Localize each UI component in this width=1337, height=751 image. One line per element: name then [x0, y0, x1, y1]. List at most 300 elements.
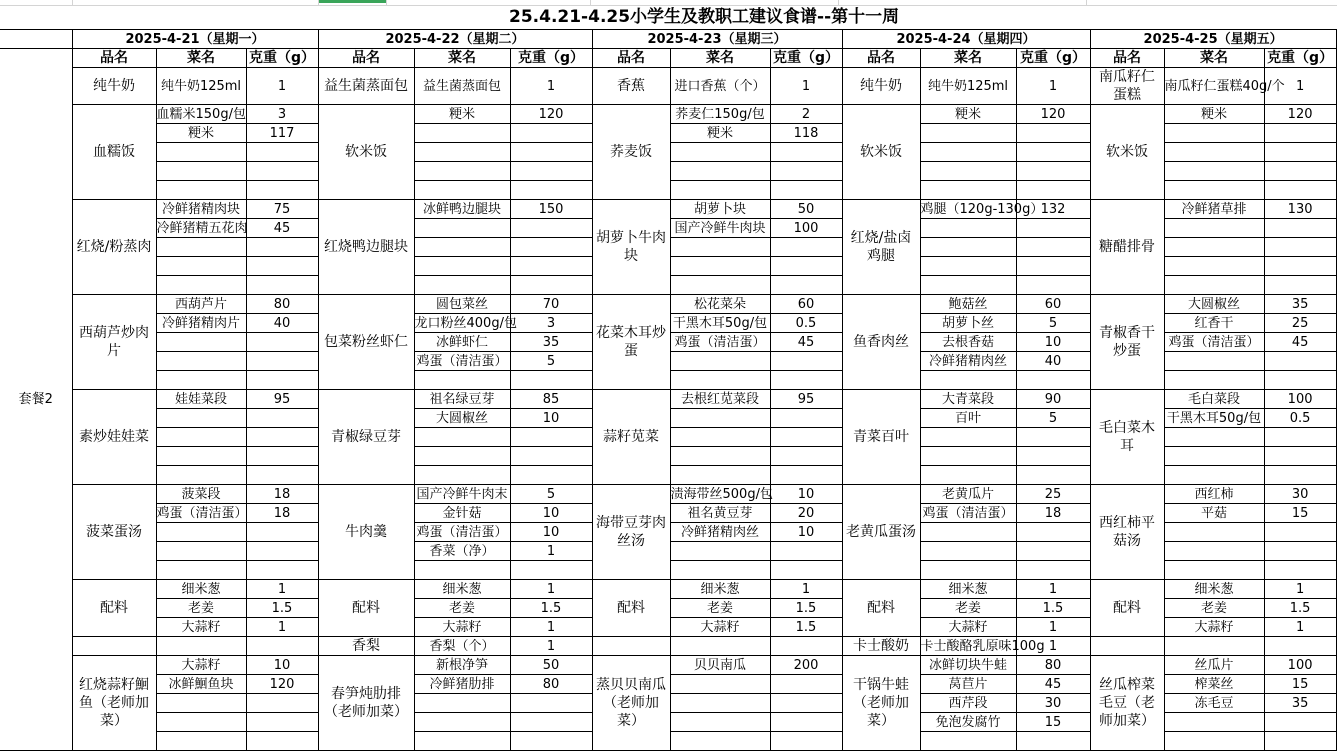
- ingredient-weight: 1: [1016, 618, 1090, 637]
- ingredient-weight: 30: [1016, 694, 1090, 713]
- empty-cell: [510, 428, 592, 447]
- ingredient-name: 贝贝南瓜: [670, 656, 770, 675]
- ingredient-weight: 60: [1016, 295, 1090, 314]
- ingredient-name: 冷鲜猪精肉丝: [670, 523, 770, 542]
- ingredient-weight: 25: [1264, 314, 1336, 333]
- day-header: 2025-4-22（星期二）: [318, 30, 592, 49]
- empty-cell: [246, 637, 318, 656]
- empty-cell: [770, 409, 842, 428]
- day-header: 2025-4-23（星期三）: [592, 30, 842, 49]
- empty-cell: [1016, 219, 1090, 238]
- ingredient-weight: 20: [770, 504, 842, 523]
- empty-cell: [670, 181, 770, 200]
- empty-cell: [1264, 352, 1336, 371]
- empty-cell: [414, 181, 510, 200]
- ingredient-name: 粳米: [1164, 105, 1264, 124]
- empty-cell: [770, 181, 842, 200]
- column-header: 克重（g）: [1016, 49, 1090, 68]
- ingredient-weight: 1.5: [770, 599, 842, 618]
- empty-cell: [1016, 143, 1090, 162]
- empty-cell: [156, 542, 246, 561]
- empty-cell: [920, 238, 1016, 257]
- empty-cell: [1016, 428, 1090, 447]
- empty-cell: [156, 732, 246, 751]
- dish-name: 卡士酸奶: [842, 637, 920, 656]
- empty-cell: [156, 371, 246, 390]
- empty-cell: [670, 542, 770, 561]
- ingredient-weight: 10: [1016, 333, 1090, 352]
- empty-cell: [770, 428, 842, 447]
- empty-cell: [1264, 219, 1336, 238]
- empty-cell: [414, 732, 510, 751]
- ingredient-weight: 3: [246, 105, 318, 124]
- empty-cell: [1016, 181, 1090, 200]
- dish-name: 香蕉: [592, 68, 670, 105]
- empty-cell: [920, 162, 1016, 181]
- ingredient-weight: 1: [770, 68, 842, 105]
- set-label-top: [0, 30, 72, 49]
- ingredient-weight: 15: [1264, 504, 1336, 523]
- ingredient-weight: 117: [246, 124, 318, 143]
- menu-table: [0, 5, 1337, 751]
- empty-cell: [1164, 143, 1264, 162]
- empty-cell: [246, 162, 318, 181]
- ingredient-weight: 35: [1264, 295, 1336, 314]
- empty-cell: [1016, 561, 1090, 580]
- empty-cell: [510, 124, 592, 143]
- ingredient-name: 红香干: [1164, 314, 1264, 333]
- ingredient-name: 祖名黄豆芽: [670, 504, 770, 523]
- ingredient-weight: 80: [510, 675, 592, 694]
- dish-name: 海带豆芽肉丝汤: [592, 485, 670, 580]
- empty-cell: [414, 238, 510, 257]
- ingredient-weight: 10: [510, 523, 592, 542]
- ingredient-name: 平菇: [1164, 504, 1264, 523]
- ingredient-weight: 30: [1264, 485, 1336, 504]
- ingredient-weight: 2: [770, 105, 842, 124]
- empty-cell: [1164, 181, 1264, 200]
- ingredient-weight: 5: [510, 352, 592, 371]
- dish-name: 红烧鸭边腿块: [318, 200, 414, 295]
- column-header: 品名: [842, 49, 920, 68]
- empty-cell: [1164, 276, 1264, 295]
- ingredient-weight: 40: [246, 314, 318, 333]
- empty-cell: [414, 162, 510, 181]
- column-header: 品名: [318, 49, 414, 68]
- ingredient-name: 龙口粉丝400g/包: [414, 315, 517, 331]
- dish-name: 蒸贝贝南瓜（老师加菜）: [592, 656, 670, 751]
- ingredient-weight: 10: [510, 504, 592, 523]
- empty-cell: [1264, 124, 1336, 143]
- day-header: 2025-4-24（星期四）: [842, 30, 1090, 49]
- column-header: 克重（g）: [1264, 49, 1336, 68]
- ingredient-name: 国产冷鲜牛肉块: [670, 219, 770, 238]
- empty-cell: [1264, 466, 1336, 485]
- ingredient-name: 香菜（净）: [414, 542, 510, 561]
- ingredient-weight: 120: [1264, 105, 1336, 124]
- ingredient-weight: 45: [1264, 333, 1336, 352]
- empty-cell: [1264, 732, 1336, 751]
- dish-name: 配料: [592, 580, 670, 637]
- ingredient-weight: 1: [1016, 68, 1090, 105]
- ingredient-name: 鲍菇丝: [920, 295, 1016, 314]
- dish-name: 丝瓜榨菜毛豆（老师加菜）: [1090, 656, 1164, 751]
- ingredient-name: 鸡蛋（清洁蛋）: [920, 504, 1016, 523]
- ingredient-name: 去根香菇: [920, 333, 1016, 352]
- dish-name: 春笋炖肋排（老师加菜）: [318, 656, 414, 751]
- empty-cell: [770, 675, 842, 694]
- empty-cell: [414, 447, 510, 466]
- ingredient-weight: 18: [246, 485, 318, 504]
- empty-cell: [920, 523, 1016, 542]
- empty-cell: [246, 732, 318, 751]
- ingredient-weight: 25: [1016, 485, 1090, 504]
- ingredient-weight: 1: [246, 618, 318, 637]
- ingredient-name: 免泡发腐竹: [920, 713, 1016, 732]
- empty-cell: [1264, 371, 1336, 390]
- dish-name: 青椒香干炒蛋: [1090, 295, 1164, 390]
- empty-cell: [156, 428, 246, 447]
- empty-cell: [510, 276, 592, 295]
- dish-name: 荞麦饭: [592, 105, 670, 200]
- empty-cell: [770, 713, 842, 732]
- empty-cell: [1016, 371, 1090, 390]
- empty-cell: [920, 219, 1016, 238]
- dish-name: 红烧蒜籽鮰鱼（老师加菜）: [72, 656, 156, 751]
- ingredient-name: 松花菜朵: [670, 295, 770, 314]
- ingredient-weight: 118: [770, 124, 842, 143]
- empty-cell: [246, 466, 318, 485]
- ingredient-name: 金针菇: [414, 504, 510, 523]
- ingredient-name: 大蒜籽: [920, 618, 1016, 637]
- empty-cell: [510, 238, 592, 257]
- ingredient-weight: 1.5: [1264, 599, 1336, 618]
- ingredient-name: 卡士酸酪乳原味100g: [920, 638, 1045, 654]
- empty-cell: [1264, 143, 1336, 162]
- empty-cell: [1264, 181, 1336, 200]
- empty-cell: [770, 162, 842, 181]
- empty-cell: [246, 143, 318, 162]
- ingredient-name: 大蒜籽: [156, 618, 246, 637]
- ingredient-name: 粳米: [414, 105, 510, 124]
- ingredient-weight: 15: [1016, 713, 1090, 732]
- ingredient-weight: 1: [1016, 580, 1090, 599]
- ingredient-weight: 1: [770, 580, 842, 599]
- ingredient-name: 干黑木耳50g/包: [1164, 409, 1264, 428]
- ingredient-name: 国产冷鲜牛肉末: [414, 485, 510, 504]
- ingredient-weight: 85: [510, 390, 592, 409]
- ingredient-name: 西芹段: [920, 694, 1016, 713]
- empty-cell: [1164, 713, 1264, 732]
- empty-cell: [510, 257, 592, 276]
- dish-name: [1090, 637, 1164, 656]
- dish-name: 牛肉羹: [318, 485, 414, 580]
- ingredient-name: 鸡蛋（清洁蛋）: [670, 333, 770, 352]
- dish-name: 西葫芦炒肉片: [72, 295, 156, 390]
- column-header: 菜名: [670, 49, 770, 68]
- ingredient-name: 进口香蕉（个）: [670, 68, 770, 105]
- ingredient-name: 新根净笋: [414, 656, 510, 675]
- ingredient-weight: 18: [1016, 504, 1090, 523]
- dish-name: 菠菜蛋汤: [72, 485, 156, 580]
- empty-cell: [920, 143, 1016, 162]
- ingredient-name: 冰鲜鸭边腿块: [414, 200, 510, 219]
- empty-cell: [246, 352, 318, 371]
- ingredient-name: 冷鲜猪肋排: [414, 675, 510, 694]
- empty-cell: [1164, 428, 1264, 447]
- empty-cell: [670, 352, 770, 371]
- ingredient-weight: 1: [1016, 637, 1090, 656]
- ingredient-weight: 1: [510, 542, 592, 561]
- ingredient-name: 祖名绿豆芽: [414, 390, 510, 409]
- empty-cell: [670, 257, 770, 276]
- set-label: 套餐2: [0, 49, 72, 751]
- ingredient-weight: 10: [770, 485, 842, 504]
- empty-cell: [670, 732, 770, 751]
- empty-cell: [510, 466, 592, 485]
- empty-cell: [1164, 732, 1264, 751]
- empty-cell: [670, 637, 770, 656]
- ingredient-weight: 80: [246, 295, 318, 314]
- empty-cell: [670, 561, 770, 580]
- empty-cell: [156, 523, 246, 542]
- empty-cell: [1264, 238, 1336, 257]
- dish-name: 纯牛奶: [842, 68, 920, 105]
- dish-name: 鱼香肉丝: [842, 295, 920, 390]
- ingredient-weight: 100: [1264, 656, 1336, 675]
- column-header: 菜名: [156, 49, 246, 68]
- empty-cell: [510, 143, 592, 162]
- column-header: 品名: [592, 49, 670, 68]
- ingredient-name: 大圆椒丝: [414, 409, 510, 428]
- empty-cell: [670, 675, 770, 694]
- ingredient-weight: 35: [1264, 694, 1336, 713]
- empty-cell: [1016, 276, 1090, 295]
- ingredient-name: 鸡蛋（清洁蛋）: [1164, 333, 1264, 352]
- empty-cell: [414, 143, 510, 162]
- empty-cell: [1016, 523, 1090, 542]
- empty-cell: [1016, 124, 1090, 143]
- empty-cell: [670, 466, 770, 485]
- ingredient-weight: 150: [510, 200, 592, 219]
- ingredient-weight: 50: [770, 200, 842, 219]
- ingredient-name: 冷鲜猪精肉片: [156, 314, 246, 333]
- empty-cell: [1164, 124, 1264, 143]
- empty-cell: [920, 447, 1016, 466]
- column-header: 菜名: [920, 49, 1016, 68]
- ingredient-name: 西红柿: [1164, 485, 1264, 504]
- empty-cell: [246, 257, 318, 276]
- ingredient-name: 老姜: [1164, 599, 1264, 618]
- ingredient-name: 大圆椒丝: [1164, 295, 1264, 314]
- empty-cell: [770, 257, 842, 276]
- empty-cell: [1264, 713, 1336, 732]
- dish-name: [72, 637, 156, 656]
- empty-cell: [156, 257, 246, 276]
- empty-cell: [920, 371, 1016, 390]
- dish-name: 香梨: [318, 637, 414, 656]
- empty-cell: [920, 428, 1016, 447]
- dish-name: 软米饭: [842, 105, 920, 200]
- empty-cell: [414, 713, 510, 732]
- ingredient-name: 圆包菜丝: [414, 295, 510, 314]
- dish-name: 纯牛奶: [72, 68, 156, 105]
- ingredient-name: 大蒜籽: [156, 656, 246, 675]
- ingredient-name: 鸡腿（120g-130g）: [920, 201, 1044, 217]
- empty-cell: [670, 694, 770, 713]
- empty-cell: [414, 561, 510, 580]
- ingredient-name: 粳米: [156, 124, 246, 143]
- ingredient-weight: 90: [1016, 390, 1090, 409]
- empty-cell: [414, 219, 510, 238]
- ingredient-weight: 10: [246, 656, 318, 675]
- empty-cell: [670, 371, 770, 390]
- empty-cell: [1016, 732, 1090, 751]
- day-header: 2025-4-21（星期一）: [72, 30, 318, 49]
- empty-cell: [246, 276, 318, 295]
- empty-cell: [1264, 162, 1336, 181]
- ingredient-weight: 1.5: [1016, 599, 1090, 618]
- dish-name: 配料: [1090, 580, 1164, 637]
- dish-name: 蒜籽苋菜: [592, 390, 670, 485]
- empty-cell: [770, 694, 842, 713]
- ingredient-name: 冰鲜鮰鱼块: [156, 675, 246, 694]
- empty-cell: [920, 181, 1016, 200]
- empty-cell: [1264, 428, 1336, 447]
- ingredient-name: 细米葱: [670, 580, 770, 599]
- ingredient-name: 老姜: [920, 599, 1016, 618]
- ingredient-weight: 1: [1264, 68, 1336, 105]
- ingredient-name: 丝瓜片: [1164, 656, 1264, 675]
- empty-cell: [670, 162, 770, 181]
- empty-cell: [770, 542, 842, 561]
- empty-cell: [1164, 542, 1264, 561]
- empty-cell: [414, 371, 510, 390]
- ingredient-weight: 100: [770, 219, 842, 238]
- ingredient-weight: 1: [510, 580, 592, 599]
- ingredient-name: 粳米: [920, 105, 1016, 124]
- empty-cell: [510, 181, 592, 200]
- empty-cell: [1164, 257, 1264, 276]
- ingredient-weight: 5: [1016, 314, 1090, 333]
- ingredient-name: 大青菜段: [920, 390, 1016, 409]
- empty-cell: [156, 181, 246, 200]
- empty-cell: [414, 257, 510, 276]
- empty-cell: [510, 694, 592, 713]
- dish-name: 青菜百叶: [842, 390, 920, 485]
- ingredient-weight: 5: [1016, 409, 1090, 428]
- empty-cell: [770, 276, 842, 295]
- ingredient-name: 大蒜籽: [670, 618, 770, 637]
- ingredient-name: 鸡蛋（清洁蛋）: [414, 523, 510, 542]
- ingredient-weight: 1: [510, 68, 592, 105]
- empty-cell: [510, 713, 592, 732]
- column-header: 克重（g）: [510, 49, 592, 68]
- empty-cell: [156, 694, 246, 713]
- empty-cell: [414, 124, 510, 143]
- dish-name: 配料: [72, 580, 156, 637]
- ingredient-name: 血糯米150g/包: [156, 106, 246, 122]
- ingredient-name: 老姜: [156, 599, 246, 618]
- empty-cell: [770, 371, 842, 390]
- ingredient-name: 老姜: [670, 599, 770, 618]
- ingredient-name: 细米葱: [1164, 580, 1264, 599]
- ingredient-name: 粳米: [670, 124, 770, 143]
- dish-name: 血糯饭: [72, 105, 156, 200]
- dish-name: 配料: [842, 580, 920, 637]
- dish-name: 益生菌蒸面包: [318, 68, 414, 105]
- ingredient-weight: 1: [246, 580, 318, 599]
- empty-cell: [1164, 219, 1264, 238]
- ingredient-weight: 10: [770, 523, 842, 542]
- ingredient-name: 细米葱: [920, 580, 1016, 599]
- empty-cell: [1016, 447, 1090, 466]
- ingredient-weight: 1: [510, 618, 592, 637]
- empty-cell: [770, 732, 842, 751]
- ingredient-name: 冷鲜猪精肉丝: [920, 352, 1016, 371]
- ingredient-weight: 132: [1016, 200, 1090, 219]
- empty-cell: [246, 694, 318, 713]
- empty-cell: [246, 238, 318, 257]
- empty-cell: [670, 713, 770, 732]
- ingredient-weight: 100: [1264, 390, 1336, 409]
- ingredient-name: 老黄瓜片: [920, 485, 1016, 504]
- dish-name: 西红柿平菇汤: [1090, 485, 1164, 580]
- ingredient-weight: 120: [510, 105, 592, 124]
- empty-cell: [770, 561, 842, 580]
- ingredient-name: 西葫芦片: [156, 295, 246, 314]
- dish-name: 红烧/盐卤鸡腿: [842, 200, 920, 295]
- empty-cell: [920, 542, 1016, 561]
- empty-cell: [414, 428, 510, 447]
- empty-cell: [770, 447, 842, 466]
- column-header: 克重（g）: [246, 49, 318, 68]
- empty-cell: [156, 333, 246, 352]
- ingredient-name: 冰鲜切块牛蛙: [920, 656, 1016, 675]
- empty-cell: [920, 561, 1016, 580]
- empty-cell: [156, 409, 246, 428]
- dish-name: 花菜木耳炒蛋: [592, 295, 670, 390]
- ingredient-name: 渍海带丝500g/包: [670, 486, 773, 502]
- ingredient-name: 香梨（个）: [414, 637, 510, 656]
- ingredient-weight: 35: [510, 333, 592, 352]
- empty-cell: [1164, 238, 1264, 257]
- dish-name: 素炒娃娃菜: [72, 390, 156, 485]
- column-header: 品名: [1090, 49, 1164, 68]
- empty-cell: [246, 409, 318, 428]
- empty-cell: [1016, 257, 1090, 276]
- dish-name: 糖醋排骨: [1090, 200, 1164, 295]
- ingredient-name: 榨菜丝: [1164, 675, 1264, 694]
- empty-cell: [156, 143, 246, 162]
- page-title: 25.4.21-4.25小学生及教职工建议食谱--第十一周: [72, 5, 1336, 30]
- empty-cell: [1164, 523, 1264, 542]
- empty-cell: [1264, 561, 1336, 580]
- dish-name: 胡萝卜牛肉块: [592, 200, 670, 295]
- ingredient-name: 冷鲜猪精肉块: [156, 200, 246, 219]
- column-header: 菜名: [414, 49, 510, 68]
- empty-cell: [156, 637, 246, 656]
- empty-cell: [920, 257, 1016, 276]
- empty-cell: [1016, 238, 1090, 257]
- ingredient-name: 干黑木耳50g/包: [670, 314, 770, 333]
- empty-cell: [1164, 561, 1264, 580]
- empty-cell: [246, 371, 318, 390]
- empty-cell: [156, 352, 246, 371]
- empty-cell: [670, 143, 770, 162]
- empty-cell: [414, 694, 510, 713]
- empty-cell: [246, 428, 318, 447]
